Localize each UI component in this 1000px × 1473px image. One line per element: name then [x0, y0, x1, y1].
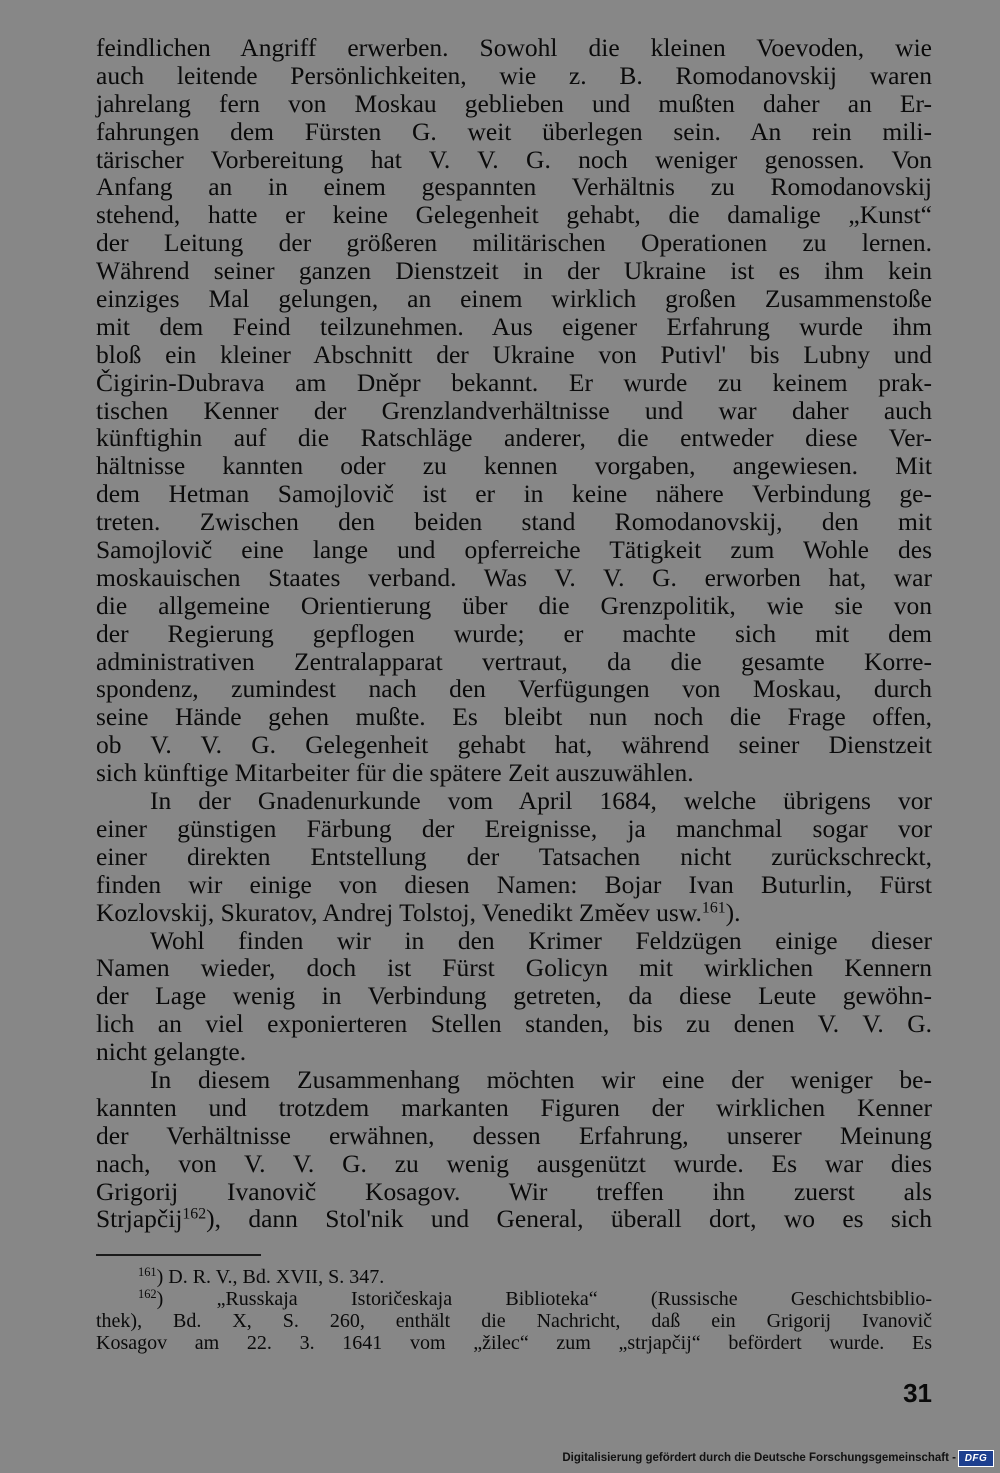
body-line	[96, 731, 932, 759]
body-text: Strjapčij	[96, 1204, 183, 1234]
footnote-separator	[96, 1254, 261, 1256]
footnote-line	[96, 1288, 932, 1310]
body-text: mit dem Feind teilzunehmen. Aus eigener Erfahrung wurde ihm	[96, 311, 932, 341]
footnote-text: ) D. R. V., Bd. XVII, S. 347.	[156, 1266, 385, 1288]
body-text: seine Hände gehen mußte. Es bleibt nun noch die Frage offen,	[96, 702, 932, 732]
body-line	[96, 1010, 932, 1038]
body-line	[96, 257, 932, 285]
footnote-line	[96, 1266, 932, 1288]
body-text: treten. Zwischen den beiden stand Romodanovskij, den mit	[96, 507, 932, 537]
body-text: einziges Mal gelungen, an einem wirklich großen Zusammenstoße	[96, 284, 932, 314]
body-text: kannten und trotzdem markanten Figuren der wirklichen Kenner	[96, 1092, 932, 1122]
body-text: Samojlovič eine lange und opferreiche Tätigkeit zum Wohle des	[96, 535, 932, 565]
body-text: bloß ein kleiner Abschnitt der Ukraine von Putivl' bis Lubny und	[96, 339, 932, 369]
body-line	[96, 871, 932, 899]
body-text: ), dann Stol'nik und General, überall dort, wo es sich	[206, 1204, 932, 1234]
footnote-line	[96, 1332, 932, 1354]
dfg-logo: DFG	[958, 1450, 994, 1467]
body-text: ).	[725, 897, 741, 927]
body-line	[96, 982, 932, 1010]
body-line	[96, 787, 932, 815]
body-text: Grigorij Ivanovič Kosagov. Wir treffen ihn zuerst als	[96, 1176, 932, 1206]
body-line	[96, 34, 932, 62]
body-text: fahrungen dem Fürsten G. weit überlegen sein. An rein mili-	[96, 116, 932, 146]
body-text: Namen wieder, doch ist Fürst Golicyn mit wirklichen Kennern	[96, 953, 932, 983]
body-text: der Leitung der größeren militärischen Operationen zu lernen.	[96, 228, 932, 258]
body-text: spondenz, zumindest nach den Verfügungen von Moskau, durch	[96, 674, 932, 704]
body-line	[96, 1150, 932, 1178]
body-text: Čigirin-Dubrava am Dněpr bekannt. Er wurde zu keinem prak-	[96, 367, 932, 397]
body-line	[96, 173, 932, 201]
body-text: In diesem Zusammenhang möchten wir eine der weniger be-	[150, 1064, 932, 1094]
body-line	[96, 341, 932, 369]
body-line	[96, 843, 932, 871]
body-text: die allgemeine Orientierung über die Grenzpolitik, wie sie von	[96, 590, 932, 620]
body-text: finden wir einige von diesen Namen: Bojar Ivan Buturlin, Fürst	[96, 869, 932, 899]
footnote-number: 161	[138, 1265, 157, 1280]
body-text: Wohl finden wir in den Krimer Feldzügen einige dieser	[150, 925, 932, 955]
body-line	[96, 146, 932, 174]
body-text: nach, von V. V. G. zu wenig ausgenützt wurde. Es war dies	[96, 1148, 932, 1178]
body-text: der Verhältnisse erwähnen, dessen Erfahrung, unserer Meinung	[96, 1120, 932, 1150]
body-text: sich künftige Mitarbeiter für die spätere Zeit auszuwählen.	[96, 758, 694, 788]
body-line	[96, 536, 932, 564]
body-text: stehend, hatte er keine Gelegenheit gehabt, die damalige „Kunst“	[96, 200, 932, 230]
body-line	[96, 397, 932, 425]
body-line	[96, 675, 932, 703]
body-line	[96, 1205, 932, 1233]
footnote-line	[96, 1310, 932, 1332]
body-line	[96, 927, 932, 955]
body-line	[96, 62, 932, 90]
body-line	[96, 899, 932, 927]
footnote-text: Kosagov am 22. 3. 1641 vom „žilec“ zum „strjapčij“ befördert wurde. Es	[96, 1332, 932, 1354]
body-line	[96, 1066, 932, 1094]
body-text: nicht gelangte.	[96, 1037, 247, 1067]
body-line	[96, 620, 932, 648]
body-line	[96, 648, 932, 676]
body-line	[96, 1178, 932, 1206]
body-text: tischen Kenner der Grenzlandverhältnisse und war daher auch	[96, 395, 932, 425]
body-text: dem Hetman Samojlovič ist er in keine nähere Verbindung ge-	[96, 479, 932, 509]
footnote-reference: 161	[701, 898, 726, 916]
body-line	[96, 592, 932, 620]
page-number: 31	[903, 1378, 932, 1408]
body-line	[96, 508, 932, 536]
body-line	[96, 229, 932, 257]
body-text: feindlichen Angriff erwerben. Sowohl die kleinen Voevoden, wie	[96, 33, 932, 62]
body-text: Anfang an in einem gespannten Verhältnis zu Romodanovskij	[96, 172, 932, 202]
body-line	[96, 452, 932, 480]
footnote-number: 162	[138, 1287, 157, 1302]
body-text: jahrelang fern von Moskau geblieben und mußten daher an Er-	[96, 88, 932, 118]
body-text: hältnisse kannten oder zu kennen vorgaben, angewiesen. Mit	[96, 451, 932, 481]
body-line	[96, 815, 932, 843]
footnote-text: thek), Bd. X, S. 260, enthält die Nachricht, daß ein Grigorij Ivanovič	[96, 1310, 932, 1332]
body-text: der Lage wenig in Verbindung getreten, da diese Leute gewöhn-	[96, 981, 932, 1011]
body-text: einer direkten Entstellung der Tatsachen nicht zurückschreckt,	[96, 841, 932, 871]
footnotes	[96, 1266, 932, 1354]
body-line	[96, 201, 932, 229]
footnote-reference: 162	[182, 1205, 207, 1223]
body-line	[96, 954, 932, 982]
body-text: künftighin auf die Ratschläge anderer, die entweder diese Ver-	[96, 423, 932, 453]
body-line	[96, 118, 932, 146]
body-line	[96, 285, 932, 313]
body-text: moskauischen Staates verband. Was V. V. G. erworben hat, war	[96, 562, 932, 592]
body-line	[96, 1122, 932, 1150]
body-text: der Regierung gepflogen wurde; er machte sich mit dem	[96, 618, 932, 648]
body-line	[96, 424, 932, 452]
body-text: tärischer Vorbereitung hat V. V. G. noch weniger genossen. Von	[96, 144, 932, 174]
body-text: In der Gnadenurkunde vom April 1684, welche übrigens vor	[150, 786, 932, 816]
body-text: administrativen Zentralapparat vertraut, da die gesamte Korre-	[96, 646, 932, 676]
body-text: einer günstigen Färbung der Ereignisse, ja manchmal sogar vor	[96, 813, 932, 843]
body-line	[96, 703, 932, 731]
footnote-text: ) „Russkaja Istoričeskaja Biblioteka“ (Russische Geschichtsbiblio-	[156, 1288, 932, 1310]
body-line	[96, 759, 932, 787]
body-line	[96, 564, 932, 592]
body-line	[96, 313, 932, 341]
body-text: ob V. V. G. Gelegenheit gehabt hat, während seiner Dienstzeit	[96, 730, 932, 760]
body-line	[96, 1094, 932, 1122]
body-text: Während seiner ganzen Dienstzeit in der Ukraine ist es ihm kein	[96, 256, 932, 286]
body-text	[96, 34, 932, 1233]
body-line	[96, 369, 932, 397]
body-text: Kozlovskij, Skuratov, Andrej Tolstoj, Venedikt Změev usw.	[96, 897, 702, 927]
body-line	[96, 1038, 932, 1066]
body-text: lich an viel exponierteren Stellen standen, bis zu denen V. V. G.	[96, 1009, 932, 1039]
body-line	[96, 90, 932, 118]
body-text: auch leitende Persönlichkeiten, wie z. B. Romodanovskij waren	[96, 60, 932, 90]
digitization-credit: Digitalisierung gefördert durch die Deutsche Forschungsgemeinschaft -	[562, 1452, 956, 1464]
body-line	[96, 480, 932, 508]
